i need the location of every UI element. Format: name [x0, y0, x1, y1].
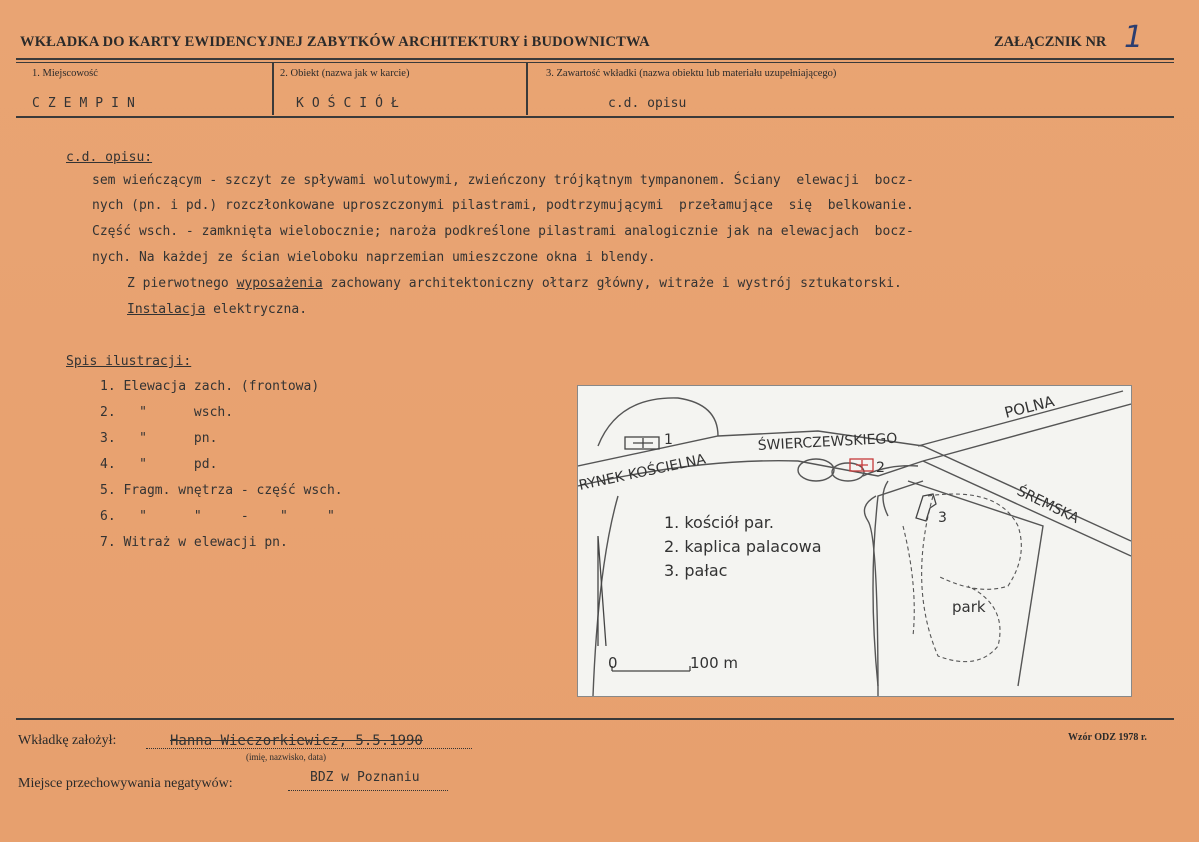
content-label: 3. Zawartość wkładki (nazwa obiektu lub materiału uzupełniającego)	[546, 68, 837, 79]
locality-label: 1. Miejscowość	[32, 68, 98, 79]
object-label: 2. Obiekt (nazwa jak w karcie)	[280, 68, 410, 79]
illustration-item: 3. " pn.	[100, 431, 218, 446]
illustration-item: 4. " pd.	[100, 457, 218, 472]
body-line-1: sem wieńczącym - szczyt ze spływami wolutowymi, zwieńczony trójkątnym tympanonem. Ściany elewacji bocz-	[92, 173, 914, 188]
installation-line	[127, 302, 307, 317]
legend-item: 3. pałac	[664, 561, 728, 580]
founder-value: Hanna Wieczorkiewicz, 5.5.1990	[170, 733, 423, 749]
illustration-item: 6. " " - " "	[100, 509, 335, 524]
marker-label-3: 3	[938, 510, 947, 526]
annex-number: 1	[1124, 20, 1144, 55]
street-label-polna: POLNA	[1002, 392, 1057, 422]
form-code: Wzór ODZ 1978 r.	[1068, 732, 1147, 743]
founder-label: Wkładkę założył:	[18, 733, 117, 748]
scale-100-label: 100 m	[690, 654, 739, 672]
marker-label-2: 2	[876, 460, 885, 476]
storage-dotline	[288, 790, 448, 791]
legend-item: 1. kościół par.	[664, 513, 774, 532]
church-area	[598, 398, 718, 446]
pond	[798, 459, 834, 481]
equipment-rest: zachowany architektoniczny ołtarz główny, witraże i wystrój sztukatorski.	[322, 276, 902, 291]
installation-word: Instalacja	[127, 302, 206, 317]
body-heading: c.d. opisu:	[66, 150, 153, 165]
header-rule	[16, 58, 1174, 60]
park-path	[883, 481, 888, 516]
park-dashed-path	[903, 526, 914, 636]
equipment-line	[127, 276, 902, 291]
storage-value: BDZ w Poznaniu	[310, 770, 420, 785]
equipment-word: wyposażenia	[236, 276, 323, 291]
marker-label-1: 1	[664, 432, 673, 448]
founder-hint: (imię, nazwisko, data)	[246, 752, 326, 762]
storage-label: Miejsce przechowywania negatywów:	[18, 776, 233, 791]
body-line-4: nych. Na każdej ze ścian wieloboku naprzemian umieszczone okna i blendy.	[92, 250, 656, 265]
field-divider-2	[526, 63, 528, 115]
park-dashed-path	[922, 496, 1000, 662]
site-map-drawing	[578, 386, 1131, 696]
park-dashed-path	[928, 494, 1021, 589]
footer-rule	[16, 718, 1174, 720]
illustration-item: 1. Elewacja zach. (frontowa)	[100, 379, 320, 394]
content-value: c.d. opisu	[608, 96, 687, 111]
fields-rule	[16, 116, 1174, 118]
header-rule-thin	[16, 62, 1174, 63]
illustration-item: 2. " wsch.	[100, 405, 234, 420]
object-value: KOŚCIÓŁ	[296, 96, 407, 111]
illustration-item: 7. Witraż w elewacji pn.	[100, 535, 288, 550]
field-divider-1	[272, 63, 274, 115]
sheet-title: WKŁADKA DO KARTY EWIDENCYJNEJ ZABYTKÓW ARCHITEKTURY i BUDOWNICTWA	[20, 34, 650, 50]
scale-zero-label: 0	[608, 654, 618, 672]
street-label-sremska: ŚREMSKA	[1014, 483, 1082, 527]
locality-value: CZEMPIN	[32, 96, 143, 111]
north-arrow-icon	[598, 536, 606, 646]
legend-item: 2. kaplica palacowa	[664, 537, 822, 556]
road-park-west	[873, 481, 923, 686]
illustration-item: 5. Fragm. wnętrza - część wsch.	[100, 483, 343, 498]
installation-rest: elektryczna.	[205, 302, 308, 317]
annex-label: ZAŁĄCZNIK NR	[994, 34, 1107, 50]
park-label: park	[952, 598, 986, 616]
illustrations-heading: Spis ilustracji:	[66, 354, 192, 369]
street-label-swierczewskiego: ŚWIERCZEWSKIEGO	[757, 430, 898, 454]
body-line-2: nych (pn. i pd.) rozczłonkowane uproszczonymi pilastrami, podtrzymującymi przełamujące się belkowanie.	[92, 198, 914, 213]
street-label-rynek: RYNEK KOŚCIELNA	[578, 451, 708, 494]
site-map	[577, 385, 1132, 697]
road-sremska-edge	[923, 461, 1131, 556]
equipment-prefix: Z pierwotnego	[127, 276, 237, 291]
body-line-3: Część wsch. - zamknięta wielobocznie; naroża podkreślone pilastrami analogicznie jak na elewacjach bocz-	[92, 224, 914, 239]
